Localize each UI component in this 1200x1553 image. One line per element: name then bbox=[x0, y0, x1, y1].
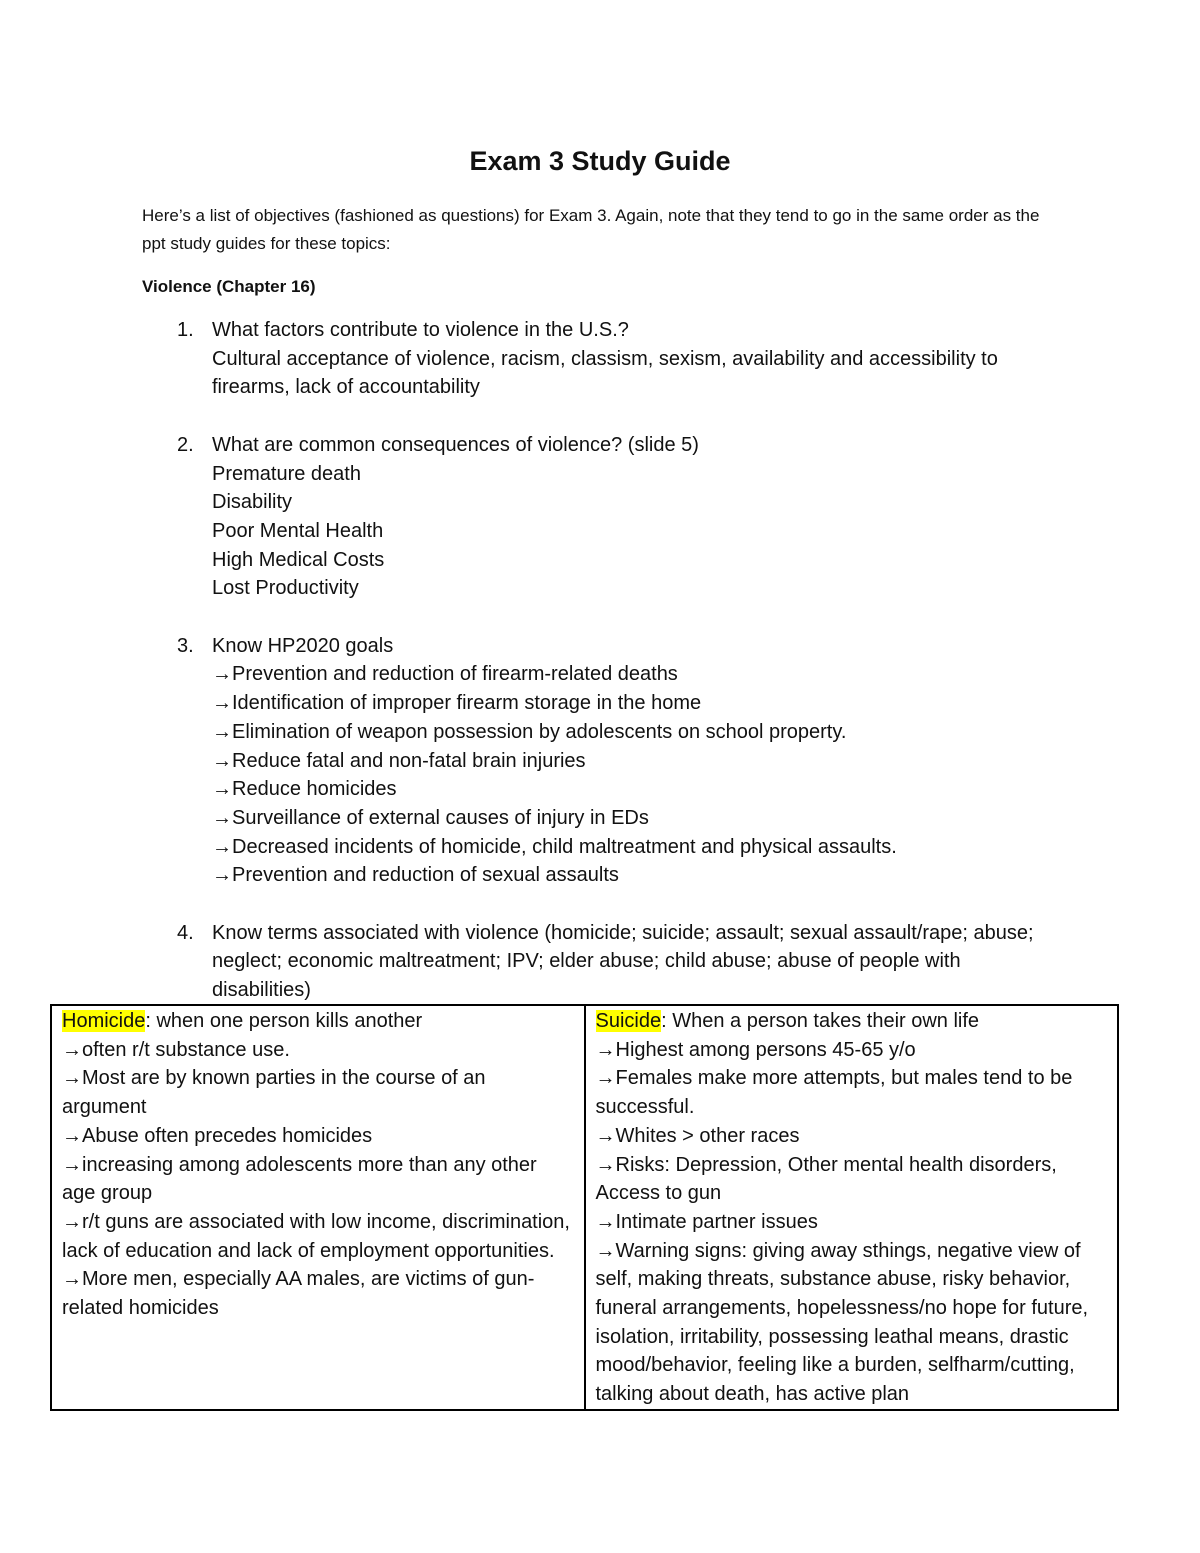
suicide-fact: →Whites > other races bbox=[595, 1124, 800, 1147]
section-heading: Violence (Chapter 16) bbox=[142, 277, 316, 296]
objective-answer: →Identification of improper firearm storage in the home bbox=[212, 692, 702, 715]
homicide-fact: →More men, especially AA males, are victims of gun-related homicides bbox=[62, 1268, 535, 1320]
objective-number: 1. bbox=[177, 319, 194, 341]
objective-question: What are common consequences of violence? (slide 5) bbox=[212, 433, 699, 456]
objective-answer: High Medical Costs bbox=[212, 548, 385, 571]
objective-answer: Premature death bbox=[212, 462, 361, 485]
objective-answer: →Reduce homicides bbox=[212, 778, 397, 801]
objective-number: 4. bbox=[177, 921, 194, 944]
objective-answer: →Reduce fatal and non-fatal brain injuries bbox=[212, 749, 586, 772]
objective-answer: →Prevention and reduction of firearm-related deaths bbox=[212, 663, 678, 686]
suicide-fact: →Highest among persons 45-65 y/o bbox=[595, 1038, 916, 1061]
homicide-fact: →Abuse often precedes homicides bbox=[62, 1124, 373, 1147]
homicide-fact: →r/t guns are associated with low income, discrimination, lack of education and lack of employment opportunities. bbox=[62, 1210, 570, 1262]
objective-answer: Disability bbox=[212, 491, 293, 514]
violence-terms-table bbox=[50, 1004, 1119, 1411]
objective-answer: →Prevention and reduction of sexual assaults bbox=[212, 864, 619, 887]
objective-number: 3. bbox=[177, 634, 194, 657]
table-row bbox=[51, 1005, 1118, 1410]
homicide-fact: →often r/t substance use. bbox=[62, 1038, 290, 1061]
homicide-cell bbox=[51, 1005, 585, 1410]
objective-question: Know HP2020 goals bbox=[212, 634, 394, 657]
objective-answer: →Elimination of weapon possession by adolescents on school property. bbox=[212, 720, 847, 743]
suicide-term: Suicide bbox=[595, 1010, 662, 1032]
objective-item bbox=[142, 431, 1062, 603]
suicide-cell bbox=[585, 1005, 1119, 1410]
objective-answer: →Surveillance of external causes of injury in EDs bbox=[212, 806, 649, 829]
document-title: Exam 3 Study Guide bbox=[469, 146, 731, 176]
objective-item bbox=[142, 316, 1062, 402]
objectives-list bbox=[142, 316, 1062, 1005]
objective-number: 2. bbox=[177, 433, 194, 456]
objective-item bbox=[142, 919, 1062, 1005]
homicide-fact: →increasing among adolescents more than any other age group bbox=[62, 1153, 537, 1205]
suicide-fact: →Risks: Depression, Other mental health disorders, Access to gun bbox=[595, 1153, 1057, 1205]
homicide-fact: →Most are by known parties in the course of an argument bbox=[62, 1067, 486, 1119]
suicide-fact: →Warning signs: giving away sthings, negative view of self, making threats, substance abuse, risky behavior, funeral arrangements, hopelessness/no hope for future, isolation, irritability, possessing leathal means, drastic mood/behavior, feeling like a burden, selfharm/cutting, talking about death, has active plan bbox=[595, 1239, 1089, 1406]
suicide-definition: : When a person takes their own life bbox=[661, 1010, 980, 1032]
objective-item bbox=[142, 632, 1062, 890]
suicide-fact: →Intimate partner issues bbox=[595, 1210, 818, 1233]
objective-answer: Cultural acceptance of violence, racism, classism, sexism, availability and accessibility to firearms, lack of accountability bbox=[212, 347, 998, 399]
homicide-term: Homicide bbox=[62, 1010, 146, 1032]
objective-question: Know terms associated with violence (homicide; suicide; assault; sexual assault/rape; abuse; neglect; economic maltreatment; IPV; elder abuse; child abuse; abuse of people with disabilities) bbox=[212, 921, 1034, 1002]
suicide-fact: →Females make more attempts, but males tend to be successful. bbox=[595, 1067, 1073, 1119]
objective-answer: Poor Mental Health bbox=[212, 519, 384, 542]
objective-answer: →Decreased incidents of homicide, child maltreatment and physical assaults. bbox=[212, 835, 897, 858]
intro-paragraph: Here’s a list of objectives (fashioned as questions) for Exam 3. Again, note that they tend to go in the same order as the ppt study guides for these topics: bbox=[142, 206, 1040, 253]
homicide-definition: : when one person kills another bbox=[145, 1010, 423, 1032]
objective-question: What factors contribute to violence in the U.S.? bbox=[212, 319, 629, 341]
objective-answer: Lost Productivity bbox=[212, 577, 359, 600]
